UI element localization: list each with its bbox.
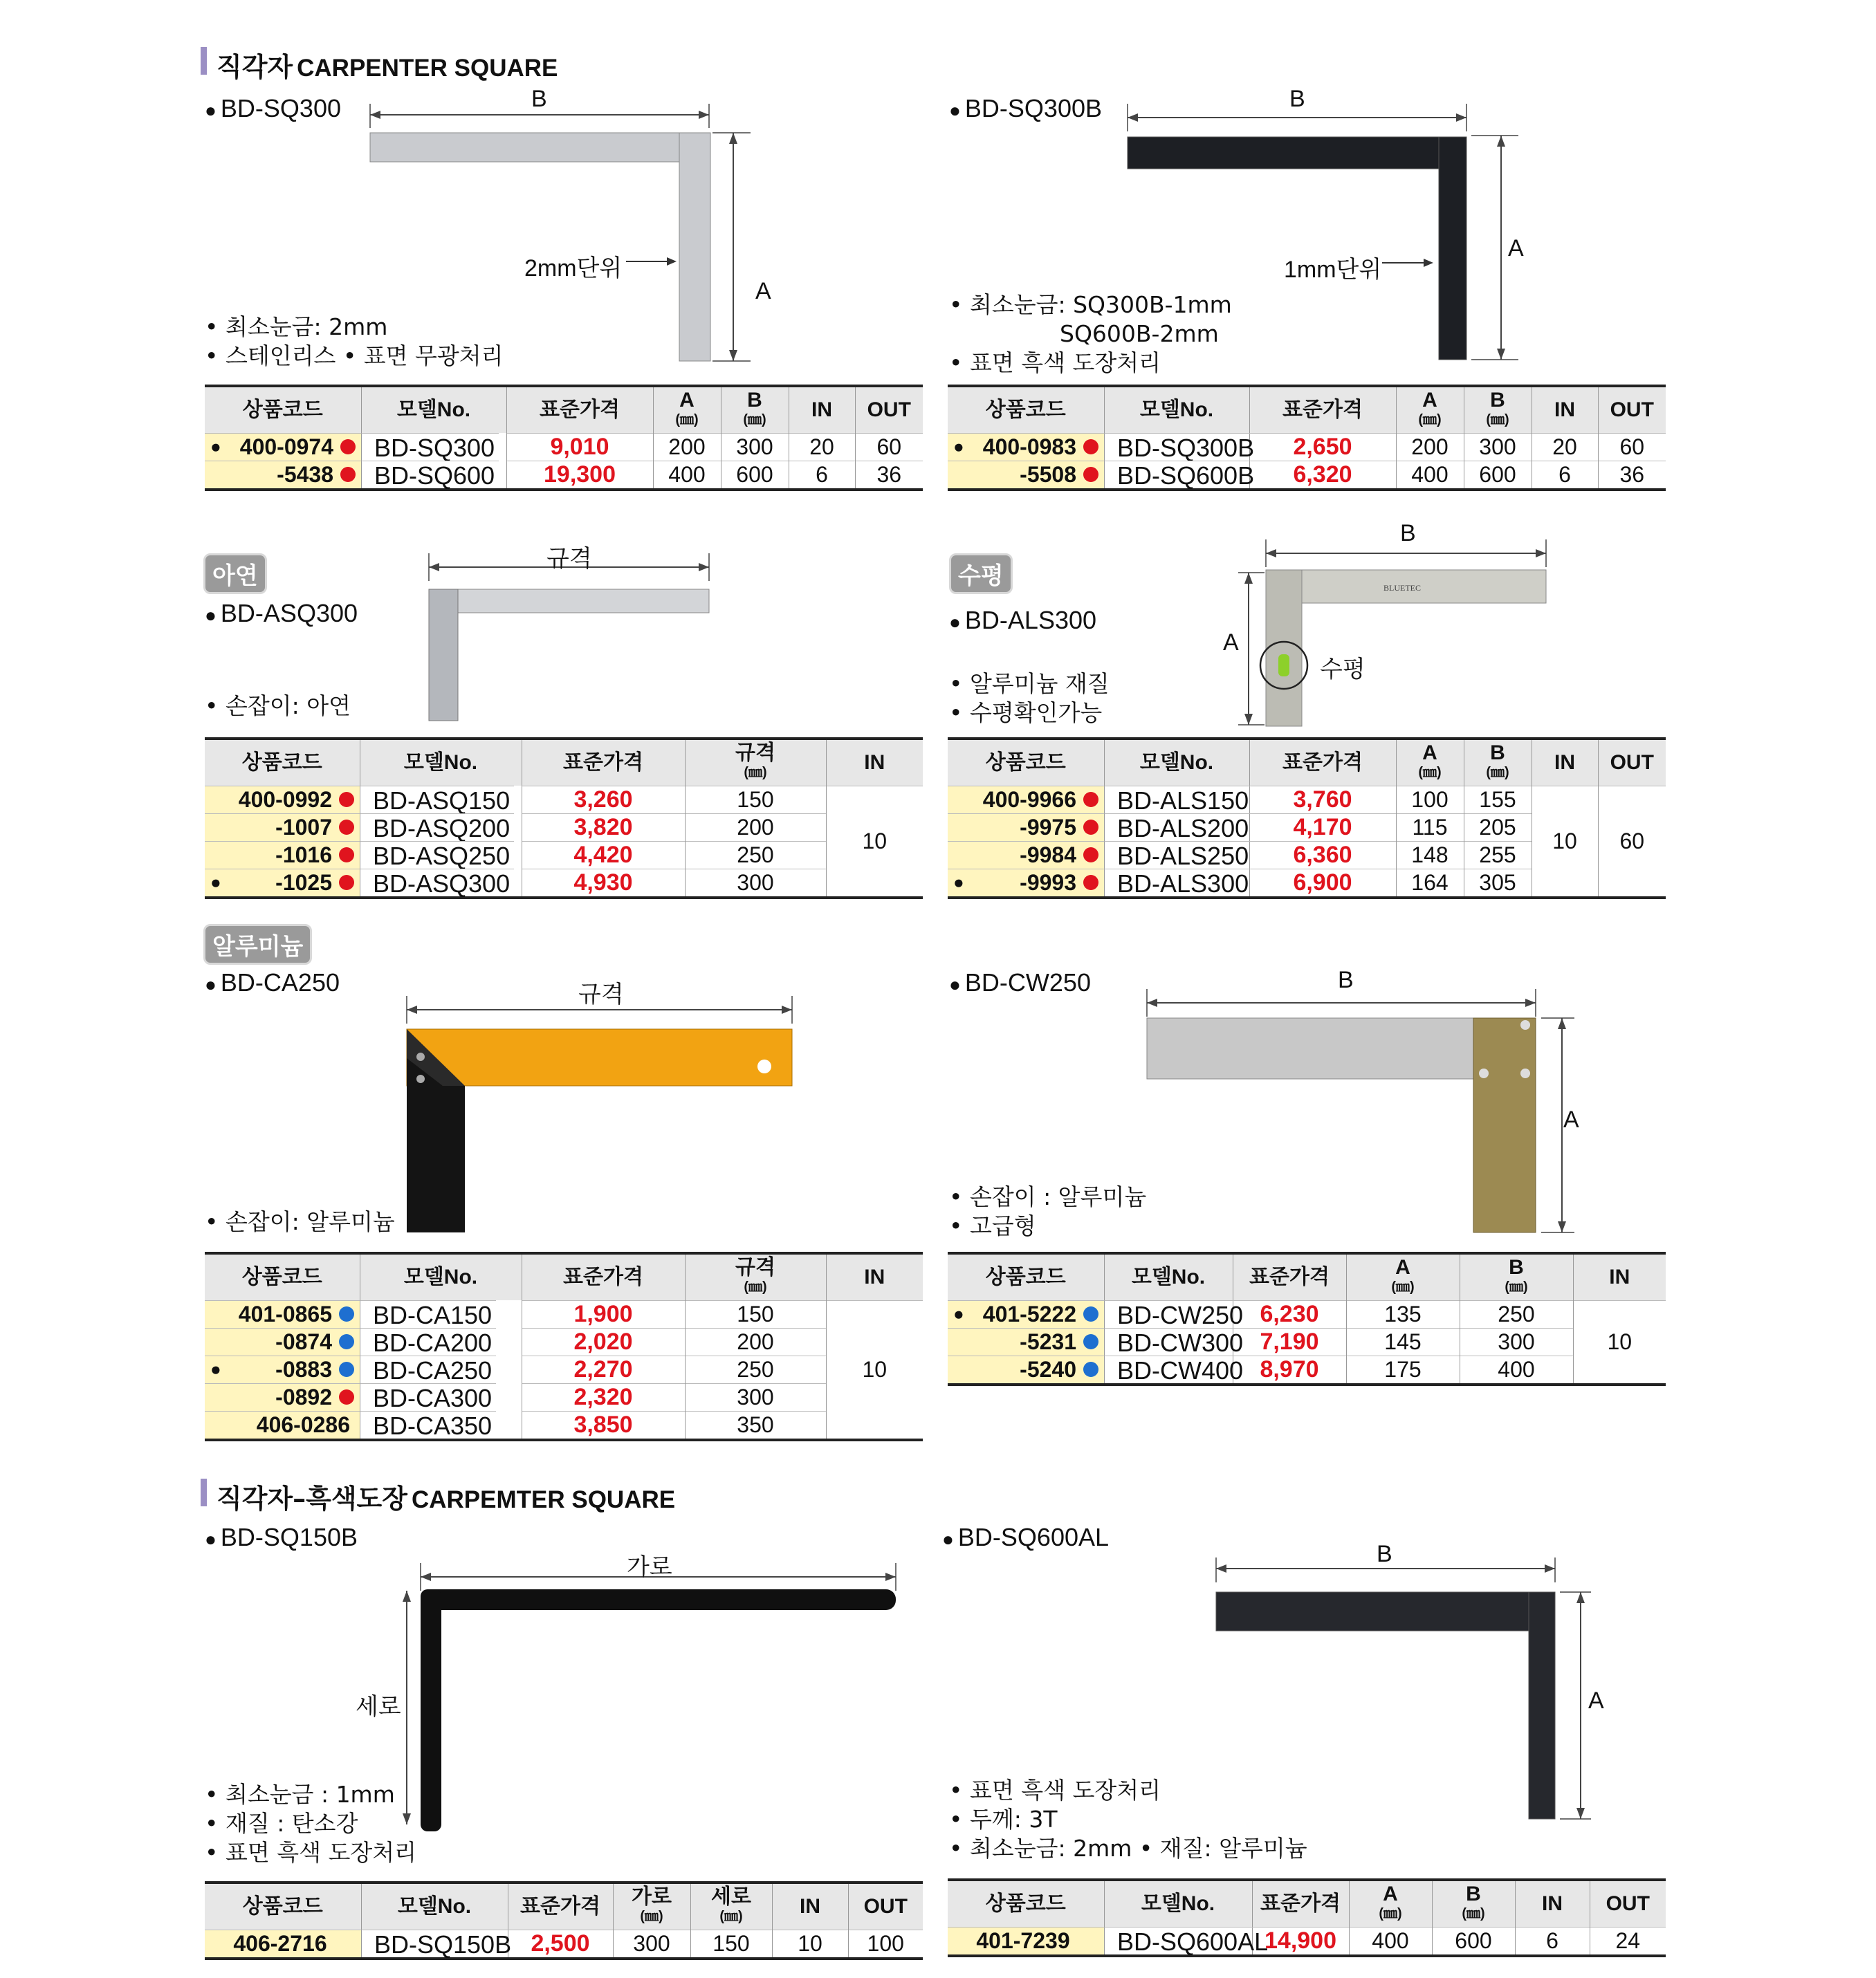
material-badge: 아연 — [203, 553, 267, 594]
section-title-carpenter-square — [201, 46, 558, 82]
dim-b-label: B — [1338, 967, 1354, 993]
price: 2,650 — [1249, 433, 1396, 461]
note-line: • 최소눈금: 2mm — [205, 313, 388, 340]
product-code: ● 400-0983 — [948, 433, 1104, 461]
model-no: BD-SQ600 — [361, 461, 499, 488]
model-name: BD-ASQ300 — [220, 599, 358, 627]
price: 2,500 — [508, 1930, 613, 1959]
col-in: IN — [1573, 1253, 1666, 1300]
price: 8,970 — [1233, 1356, 1346, 1385]
model-no: BD-SQ150B — [361, 1930, 515, 1957]
col-code: 상품코드 — [948, 739, 1104, 786]
dim-a: 100 — [1396, 786, 1464, 813]
dim-a-label: A — [1563, 1107, 1579, 1133]
model-no: BD-ALS150 — [1104, 786, 1253, 813]
dim-b-label: B — [531, 86, 547, 112]
price: 4,170 — [1249, 813, 1396, 841]
dim-a: 115 — [1396, 813, 1464, 841]
als300-ruler-image — [1224, 533, 1556, 733]
cw250-spec-table — [948, 1252, 1666, 1386]
model-no: BD-CW300 — [1104, 1328, 1247, 1356]
qty-out: 36 — [855, 461, 923, 490]
model-no: BD-SQ600B — [1104, 461, 1258, 488]
dim-b: 250 — [1460, 1300, 1573, 1328]
model-no: BD-SQ600AL — [1104, 1927, 1272, 1954]
col-a: A (㎜) — [1346, 1253, 1460, 1300]
dim-b-label: B — [1377, 1541, 1392, 1567]
section-title-en: CARPENTER SQUARE — [297, 55, 558, 82]
title-bar — [201, 1479, 207, 1506]
qty-in: 6 — [789, 461, 855, 490]
qty-in: 10 — [1573, 1300, 1666, 1385]
model-title-sq300b: ● BD-SQ300B — [949, 94, 1103, 122]
col-b: B (㎜) — [1464, 386, 1532, 433]
col-price: 표준가격 — [508, 1883, 613, 1930]
product-code: -9975 — [948, 813, 1104, 841]
qty-out: 100 — [848, 1930, 923, 1959]
dim-b: 155 — [1464, 786, 1532, 813]
qty-in: 10 — [772, 1930, 848, 1959]
col-code: 상품코드 — [205, 1883, 361, 1930]
size: 150 — [685, 1300, 826, 1328]
price: 2,020 — [522, 1328, 685, 1356]
dim-b: 600 — [1464, 461, 1532, 490]
product-code: -5508 — [948, 461, 1104, 490]
dim-a: 200 — [1396, 433, 1464, 461]
price: 3,760 — [1249, 786, 1396, 813]
als300-notes — [949, 669, 1110, 728]
cw250-ruler-image — [1134, 982, 1577, 1238]
col-b: B (㎜) — [1464, 739, 1532, 786]
dim-a-label: A — [1508, 235, 1524, 261]
dim-label: 규격 — [578, 981, 624, 1008]
size: 150 — [685, 786, 826, 813]
model-name: BD-SQ300B — [964, 94, 1103, 122]
col-price: 표준가격 — [1249, 739, 1396, 786]
col-model: 모델No. — [360, 1253, 522, 1300]
col-in: IN — [772, 1883, 848, 1930]
note-line: • 표면 흑색 도장처리 — [205, 1839, 416, 1866]
col-b: B (㎜) — [721, 386, 789, 433]
dim-a: 400 — [653, 461, 721, 490]
col-in: IN — [826, 739, 923, 786]
dim-a: 135 — [1346, 1300, 1460, 1328]
qty-out: 36 — [1598, 461, 1666, 490]
col-in: IN — [1532, 386, 1598, 433]
size: 200 — [685, 813, 826, 841]
product-code: -1007 — [205, 813, 360, 841]
model-no: BD-SQ300 — [361, 433, 499, 461]
dim-b: 400 — [1460, 1356, 1573, 1385]
col-a: A (㎜) — [1396, 739, 1464, 786]
size: 350 — [685, 1411, 826, 1440]
product-code: -9984 — [948, 841, 1104, 869]
dim-width-label: 가로 — [627, 1554, 672, 1580]
note-line: SQ600B-2mm — [1060, 320, 1219, 347]
price: 6,230 — [1233, 1300, 1346, 1328]
material-badge: 수평 — [949, 553, 1013, 594]
col-code: 상품코드 — [948, 1880, 1104, 1927]
size: 250 — [685, 1356, 826, 1383]
sq600al-spec-table — [948, 1878, 1666, 1957]
product-code: -0874 — [205, 1328, 360, 1356]
price: 6,320 — [1249, 461, 1396, 490]
dim-b: 255 — [1464, 841, 1532, 869]
ca250-notes — [205, 1208, 395, 1237]
dim-a-label: A — [1223, 629, 1239, 656]
table-header-row — [205, 386, 923, 433]
product-code: 406-2716 — [205, 1930, 361, 1959]
unit-label: 1mm단위 — [1284, 257, 1382, 283]
size: 300 — [685, 1383, 826, 1411]
model-title-sq300: ● BD-SQ300 — [205, 94, 341, 122]
dim-width: 300 — [613, 1930, 690, 1959]
col-price: 표준가격 — [1252, 1880, 1349, 1927]
col-out: OUT — [1590, 1880, 1666, 1927]
size: 250 — [685, 841, 826, 869]
qty-in: 6 — [1515, 1927, 1590, 1956]
product-code: 401-7239 — [948, 1927, 1104, 1956]
col-model: 모델No. — [1104, 386, 1249, 433]
col-size: 규격 (㎜) — [685, 739, 826, 786]
dim-b: 600 — [721, 461, 789, 490]
col-size: 규격 (㎜) — [685, 1253, 826, 1300]
col-out: OUT — [1598, 739, 1666, 786]
qty-in: 10 — [1532, 786, 1598, 898]
col-model: 모델No. — [1104, 1253, 1233, 1300]
qty-in: 10 — [826, 786, 923, 898]
model-no: BD-ALS250 — [1104, 841, 1253, 869]
note-line: • 수평확인가능 — [949, 699, 1103, 726]
model-no: BD-ASQ300 — [360, 869, 514, 896]
col-price: 표준가격 — [522, 739, 685, 786]
col-model: 모델No. — [1104, 739, 1249, 786]
dim-label: 규격 — [546, 546, 592, 572]
model-no: BD-CA200 — [360, 1328, 496, 1356]
col-out: OUT — [855, 386, 923, 433]
qty-in: 20 — [789, 433, 855, 461]
als300-spec-table — [948, 737, 1666, 899]
product-code: -1016 — [205, 841, 360, 869]
col-out: OUT — [1598, 386, 1666, 433]
sq150b-notes — [205, 1780, 416, 1867]
col-code: 상품코드 — [948, 1253, 1104, 1300]
col-code: 상품코드 — [948, 386, 1104, 433]
model-no: BD-CA250 — [360, 1356, 496, 1383]
table-header-row — [948, 739, 1666, 786]
col-code: 상품코드 — [205, 1253, 360, 1300]
dim-height-label: 세로 — [356, 1694, 401, 1720]
note-line: • 스테인리스 • 표면 무광처리 — [205, 342, 504, 369]
size: 300 — [685, 869, 826, 898]
material-badge: 알루미늄 — [203, 924, 312, 965]
note-line: • 최소눈금: SQ300B-1mm — [949, 291, 1232, 318]
table-header-row — [948, 1880, 1666, 1927]
qty-out: 24 — [1590, 1927, 1666, 1956]
size: 200 — [685, 1328, 826, 1356]
product-code: ● -9993 — [948, 869, 1104, 898]
ca250-spec-table — [205, 1252, 923, 1441]
dim-a: 148 — [1396, 841, 1464, 869]
section-title-ko: 직각자 — [217, 52, 293, 82]
product-code: ● 400-0974 — [205, 433, 361, 461]
table-row — [948, 1927, 1666, 1956]
model-title-ca250: ● BD-CA250 — [205, 968, 340, 997]
price: 3,260 — [522, 786, 685, 813]
product-code: 400-9966 — [948, 786, 1104, 813]
asq300-ruler-image — [415, 546, 719, 726]
col-height: 세로 (㎜) — [690, 1883, 772, 1930]
qty-in: 20 — [1532, 433, 1598, 461]
sq300b-notes — [949, 290, 1232, 378]
product-code: ● 401-5222 — [948, 1300, 1104, 1328]
dim-b: 600 — [1432, 1927, 1515, 1956]
table-row — [948, 1300, 1666, 1328]
price: 14,900 — [1252, 1927, 1349, 1956]
price: 6,360 — [1249, 841, 1396, 869]
product-code: 401-0865 — [205, 1300, 360, 1328]
price: 2,270 — [522, 1356, 685, 1383]
table-row — [205, 869, 923, 898]
model-title-asq300: ● BD-ASQ300 — [205, 599, 358, 627]
note-line: • 표면 흑색 도장처리 — [949, 349, 1161, 376]
dim-a-label: A — [755, 278, 771, 304]
model-no: BD-CA300 — [360, 1383, 496, 1411]
note-line: • 재질 : 탄소강 — [205, 1810, 358, 1837]
sq600al-notes — [949, 1776, 1307, 1863]
model-no: BD-ASQ250 — [360, 841, 514, 869]
dim-a-label: A — [1588, 1688, 1604, 1714]
brand-logo: BLUETEC — [1383, 583, 1421, 593]
product-code: -5240 — [948, 1356, 1104, 1385]
price: 6,900 — [1249, 869, 1396, 898]
model-title-als300: ● BD-ALS300 — [949, 606, 1097, 634]
col-model: 모델No. — [360, 739, 522, 786]
model-name: BD-SQ300 — [220, 94, 341, 122]
note-line: • 손잡이 : 알루미늄 — [949, 1183, 1147, 1210]
col-b: B (㎜) — [1460, 1253, 1573, 1300]
dim-a: 164 — [1396, 869, 1464, 898]
product-code: ● -1025 — [205, 869, 360, 898]
sq300b-spec-table — [948, 385, 1666, 491]
price: 4,420 — [522, 841, 685, 869]
sq300-spec-table — [205, 385, 923, 491]
dim-b-label: B — [1289, 86, 1305, 112]
product-code: 406-0286 — [205, 1411, 360, 1440]
table-row — [205, 1300, 923, 1328]
dim-b: 300 — [721, 433, 789, 461]
dim-height: 150 — [690, 1930, 772, 1959]
model-name: BD-SQ150B — [220, 1523, 358, 1551]
product-code: -5438 — [205, 461, 361, 490]
table-row — [948, 1328, 1666, 1356]
col-price: 표준가격 — [506, 386, 653, 433]
table-header-row — [205, 739, 923, 786]
sq150b-spec-table — [205, 1881, 923, 1960]
level-label: 수평 — [1320, 656, 1365, 683]
table-header-row — [948, 1253, 1666, 1300]
col-width: 가로 (㎜) — [613, 1883, 690, 1930]
price: 1,900 — [522, 1300, 685, 1328]
table-row — [205, 786, 923, 813]
title-bar — [201, 47, 207, 75]
col-a: A (㎜) — [653, 386, 721, 433]
table-row — [205, 1411, 923, 1440]
col-in: IN — [826, 1253, 923, 1300]
price: 3,820 — [522, 813, 685, 841]
price: 3,850 — [522, 1411, 685, 1440]
section-title-black-square — [201, 1477, 676, 1514]
col-a: A (㎜) — [1349, 1880, 1432, 1927]
model-no: BD-CA150 — [360, 1300, 496, 1328]
col-model: 모델No. — [1104, 1880, 1252, 1927]
note-line: • 알루미늄 재질 — [949, 670, 1110, 697]
col-b: B (㎜) — [1432, 1880, 1515, 1927]
table-row — [205, 1930, 923, 1959]
col-model: 모델No. — [361, 1883, 508, 1930]
dim-a: 400 — [1349, 1927, 1432, 1956]
model-title-cw250: ● BD-CW250 — [949, 968, 1091, 997]
price: 4,930 — [522, 869, 685, 898]
cw250-notes — [949, 1183, 1146, 1241]
dim-b: 300 — [1464, 433, 1532, 461]
model-name: BD-SQ600AL — [957, 1523, 1110, 1551]
note-line: • 손잡이: 알루미늄 — [205, 1208, 395, 1235]
model-no: BD-ALS300 — [1104, 869, 1253, 896]
table-row — [205, 841, 923, 869]
note-line: • 최소눈금: 2mm • 재질: 알루미늄 — [949, 1835, 1307, 1862]
note-line: • 두께: 3T — [949, 1806, 1058, 1833]
dim-a: 200 — [653, 433, 721, 461]
model-title-sq600al: ● BD-SQ600AL — [942, 1523, 1110, 1551]
dim-b: 305 — [1464, 869, 1532, 898]
table-row — [205, 1328, 923, 1356]
sq150b-ruler-image — [387, 1549, 899, 1840]
model-title-sq150b: ● BD-SQ150B — [205, 1523, 358, 1551]
model-no: BD-CA350 — [360, 1411, 496, 1439]
col-a: A (㎜) — [1396, 386, 1464, 433]
qty-out: 60 — [1598, 433, 1666, 461]
table-header-row — [205, 1253, 923, 1300]
col-in: IN — [1515, 1880, 1590, 1927]
col-out: OUT — [848, 1883, 923, 1930]
table-row — [948, 433, 1666, 461]
qty-out: 60 — [1598, 786, 1666, 898]
dim-a: 400 — [1396, 461, 1464, 490]
model-no: BD-ASQ200 — [360, 813, 514, 841]
table-row — [205, 813, 923, 841]
product-code: 400-0992 — [205, 786, 360, 813]
table-row — [948, 1356, 1666, 1385]
col-code: 상품코드 — [205, 739, 360, 786]
note-line: • 표면 흑색 도장처리 — [949, 1777, 1161, 1804]
model-no: BD-CW400 — [1104, 1356, 1247, 1383]
table-row — [205, 1383, 923, 1411]
section-title-ko: 직각자–흑색도장 — [217, 1484, 407, 1514]
price: 19,300 — [506, 461, 653, 490]
price: 7,190 — [1233, 1328, 1346, 1356]
product-code: -0892 — [205, 1383, 360, 1411]
table-header-row — [948, 386, 1666, 433]
table-header-row — [205, 1883, 923, 1930]
col-in: IN — [1532, 739, 1598, 786]
qty-in: 10 — [826, 1300, 923, 1440]
col-price: 표준가격 — [522, 1253, 685, 1300]
col-model: 모델No. — [361, 386, 506, 433]
model-no: BD-SQ300B — [1104, 433, 1258, 461]
dim-a: 175 — [1346, 1356, 1460, 1385]
col-in: IN — [789, 386, 855, 433]
qty-out: 60 — [855, 433, 923, 461]
product-code: ● -0883 — [205, 1356, 360, 1383]
price: 2,320 — [522, 1383, 685, 1411]
product-code: -5231 — [948, 1328, 1104, 1356]
sq300-notes — [205, 313, 504, 371]
col-price: 표준가격 — [1233, 1253, 1346, 1300]
qty-in: 6 — [1532, 461, 1598, 490]
section-title-en: CARPEMTER SQUARE — [411, 1486, 676, 1513]
table-row — [948, 461, 1666, 490]
dim-a: 145 — [1346, 1328, 1460, 1356]
col-price: 표준가격 — [1249, 386, 1396, 433]
table-row — [948, 786, 1666, 813]
model-name: BD-CW250 — [964, 968, 1091, 997]
dim-b-label: B — [1400, 520, 1416, 546]
unit-label: 2mm단위 — [524, 255, 623, 281]
note-line: • 손잡이: 아연 — [205, 692, 351, 719]
table-row — [205, 433, 923, 461]
table-row — [205, 461, 923, 490]
note-line: • 고급형 — [949, 1212, 1036, 1239]
asq300-notes — [205, 692, 351, 721]
col-code: 상품코드 — [205, 386, 361, 433]
price: 9,010 — [506, 433, 653, 461]
model-no: BD-ASQ150 — [360, 786, 514, 813]
note-line: • 최소눈금 : 1mm — [205, 1781, 395, 1808]
model-no: BD-ALS200 — [1104, 813, 1253, 841]
dim-b: 300 — [1460, 1328, 1573, 1356]
dim-b: 205 — [1464, 813, 1532, 841]
ca250-ruler-image — [394, 982, 809, 1238]
model-no: BD-CW250 — [1104, 1300, 1247, 1328]
model-name: BD-CA250 — [220, 968, 340, 997]
model-name: BD-ALS300 — [964, 606, 1097, 634]
table-row — [205, 1356, 923, 1383]
asq300-spec-table — [205, 737, 923, 899]
